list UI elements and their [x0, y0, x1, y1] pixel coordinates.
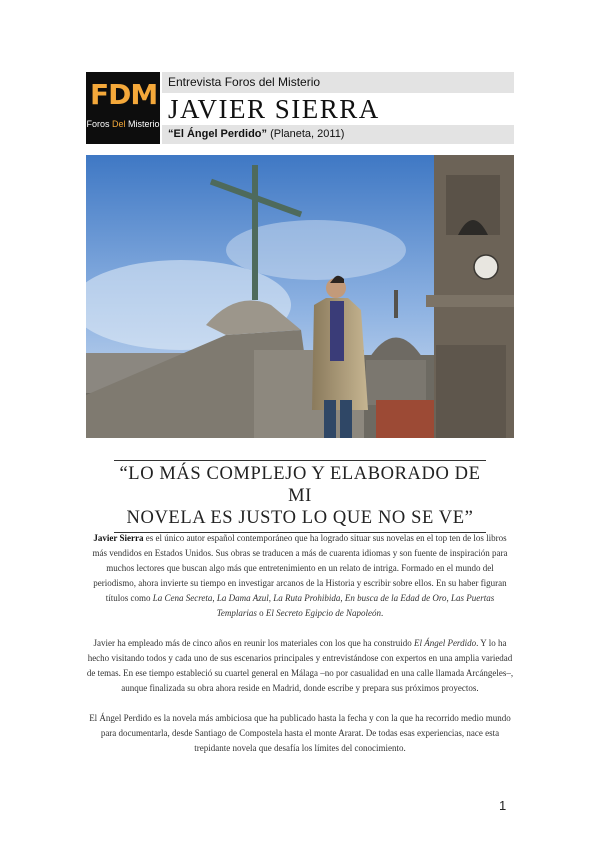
header-kicker: Entrevista Foros del Misterio	[168, 75, 321, 89]
book-publisher: (Planeta, 2011)	[267, 128, 345, 140]
fdm-logo	[86, 72, 160, 144]
author-name: JAVIER SIERRA	[168, 94, 380, 124]
pull-quote	[114, 460, 486, 533]
author-photo	[86, 155, 514, 438]
logo-mark: FDM	[90, 78, 158, 111]
author-bold: Javier Sierra	[93, 533, 144, 543]
book-title: “El Ángel Perdido”	[168, 128, 268, 140]
paragraph-2: Javier ha empleado más de cinco años en reunir los materiales con los que ha construido El Ángel Perdido. Y lo ha hecho visitando todos y cada uno de sus escenarios principales y entrevistándose con expertos en una amplia variedad de temas. En ese tiempo estableció su cuartel general en Málaga –no por casualidad en una calle llamada Arcángeles–, aunque finalizada su obra ahora reside en Madrid, donde escribe y prepara sus próximos proyectos.	[86, 638, 514, 693]
header-titles	[162, 72, 514, 144]
page-number: 1	[499, 798, 507, 813]
paragraph-1: Javier Sierra es el único autor español contemporáneo que ha logrado situar sus novelas en el top ten de los libros más vendidos en Estados Unidos. Sus obras se traducen a más de cuarenta idiomas y son fuente de inspiración para muchos lectores que buscan algo más que entretenimiento en un relato de intriga. Formado en el mundo del periodismo, ahora invierte su tiempo en investigar arcanos de la Historia y escribir sobre ellos. En su haber figuran títulos como La Cena Secreta, La Dama Azul, La Ruta Prohibida, En busca de la Edad de Oro, Las Puertas Templarias o El Secreto Egipcio de Napoleón.	[92, 533, 508, 618]
logo-subtitle: Foros Del Misterio	[86, 119, 160, 129]
paragraph-3: El Ángel Perdido es la novela más ambiciosa que ha publicado hasta la fecha y con la que ha recorrido medio mundo para documentarla, desde Santiago de Compostela hasta el monte Ararat. De todas esas experiencias, nace esta trepidante novela que desafía los límites del conocimiento.	[89, 713, 511, 753]
pull-quote-line-1: “LO MÁS COMPLEJO Y ELABORADO DE MI	[119, 464, 481, 506]
interview-header	[86, 72, 514, 144]
article-body	[86, 531, 514, 771]
book-line	[168, 128, 344, 140]
cathedral-rooftop-photo	[86, 155, 514, 438]
pull-quote-line-2: NOVELA ES JUSTO LO QUE NO SE VE”	[126, 508, 474, 528]
